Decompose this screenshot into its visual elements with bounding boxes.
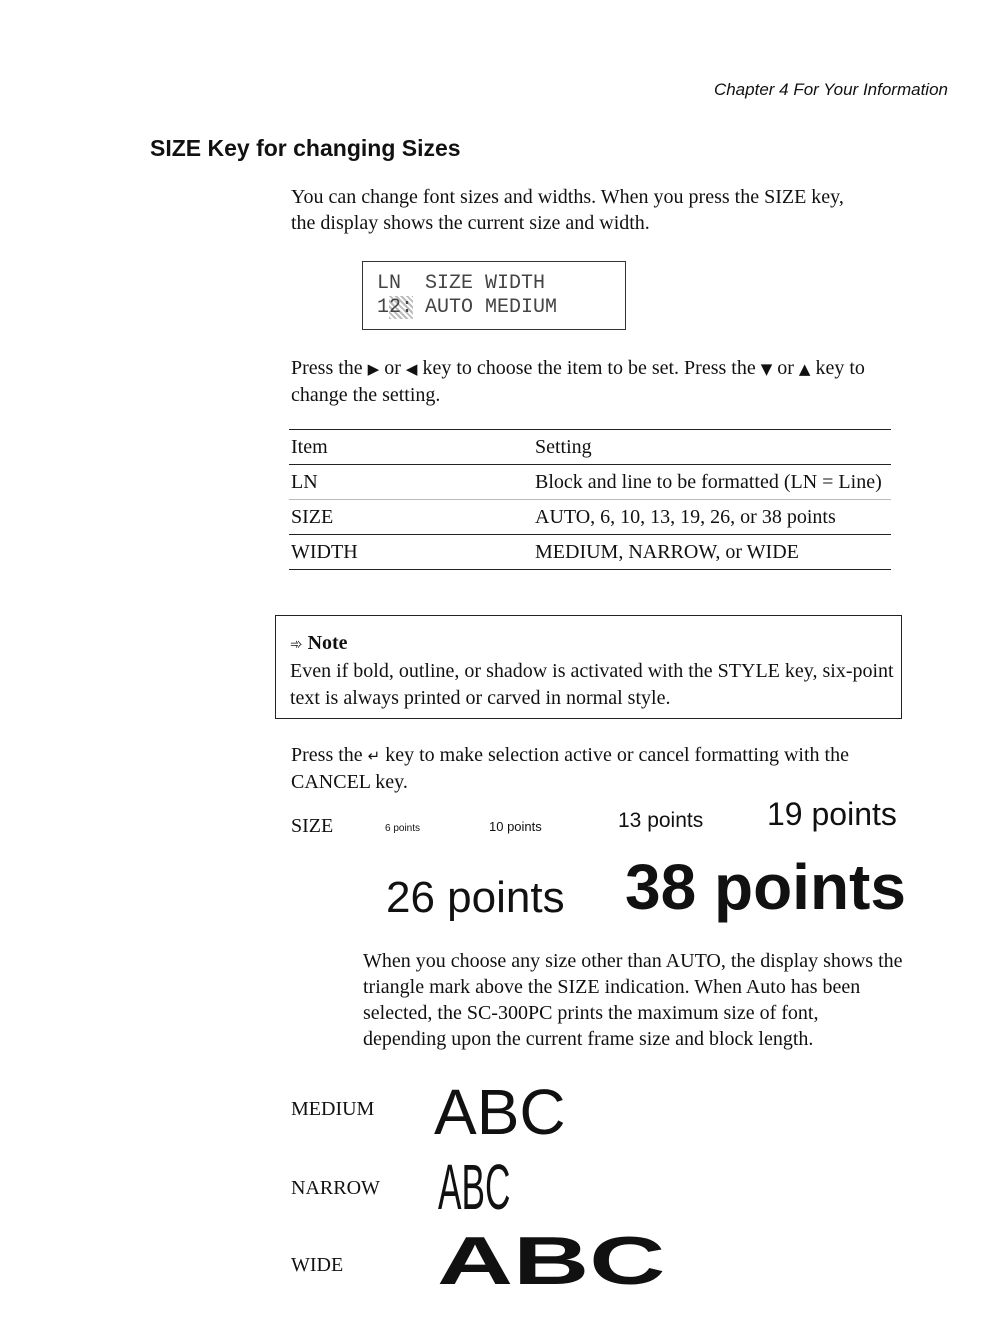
sample-26-points: 26 points xyxy=(386,873,565,922)
table-row xyxy=(289,535,891,570)
table-row xyxy=(289,465,891,500)
lcd-line-2-rest: AUTO MEDIUM xyxy=(413,296,558,319)
sample-38-points: 38 points xyxy=(625,851,906,923)
right-arrow-key-icon: ▶ xyxy=(367,360,380,378)
note-box xyxy=(275,615,902,719)
width-wide-label: WIDE xyxy=(291,1254,344,1276)
row-item: WIDTH xyxy=(289,535,533,570)
table-header-row xyxy=(289,430,891,465)
row-setting: MEDIUM, NARROW, or WIDE xyxy=(533,535,891,570)
lcd-display xyxy=(362,261,626,330)
instruction2-text-1: Press the xyxy=(291,744,368,766)
down-arrow-key-icon: ▼ xyxy=(760,360,773,378)
lcd-line-1: LN SIZE WIDTH xyxy=(377,272,546,295)
abc-medium-sample: ABC xyxy=(434,1076,566,1148)
auto-size-paragraph: When you choose any size other than AUTO, the display shows the triangle mark above the SIZE indication. When Auto has been selected, the SC-300PC prints the maximum size of font, depending upon the current frame size and block length. xyxy=(363,950,903,1050)
chapter-header: Chapter 4 For Your Information xyxy=(713,80,948,99)
instruction1-text-3: key to choose the item to be set. Press the xyxy=(417,357,761,379)
row-setting: Block and line to be formatted (LN = Line) xyxy=(533,465,891,500)
up-arrow-key-icon: ▲ xyxy=(798,360,811,378)
note-title xyxy=(290,630,901,658)
sample-13-points: 13 points xyxy=(618,809,704,832)
table-row xyxy=(289,500,891,535)
instruction2-text-2: key to make selection active or cancel formatting with the CANCEL key. xyxy=(291,744,849,793)
instruction1-text-1: Press the xyxy=(291,357,368,379)
enter-key-icon: ↵ xyxy=(367,747,381,765)
instruction-enter-key xyxy=(291,742,891,795)
row-setting: AUTO, 6, 10, 13, 19, 26, or 38 points xyxy=(533,500,891,535)
note-arrow-icon: ➾ xyxy=(290,635,303,653)
settings-table xyxy=(289,429,891,570)
header-item: Item xyxy=(289,430,533,465)
intro-paragraph: You can change font sizes and widths. When you press the SIZE key, the display shows the current size and width. xyxy=(291,186,844,234)
size-samples-label: SIZE xyxy=(291,815,334,837)
left-arrow-key-icon: ◀ xyxy=(405,360,418,378)
instruction1-text-4: or xyxy=(772,357,799,379)
sample-6-points: 6 points xyxy=(385,823,421,834)
row-item: SIZE xyxy=(289,500,533,535)
instruction1-text-2: or xyxy=(379,357,406,379)
note-title-text: Note xyxy=(307,632,348,654)
lcd-line-2 xyxy=(377,296,625,320)
note-text: Even if bold, outline, or shadow is activated with the STYLE key, six-point text is always printed or carved in normal style. xyxy=(290,660,894,709)
lcd-line-2-prefix: 1 xyxy=(377,296,390,319)
header-setting: Setting xyxy=(533,430,891,465)
row-item: LN xyxy=(289,465,533,500)
instruction-choose-item xyxy=(291,355,891,408)
width-medium-label: MEDIUM xyxy=(291,1098,375,1120)
abc-narrow-sample: ABC xyxy=(438,1151,511,1223)
sample-10-points: 10 points xyxy=(489,819,542,834)
sample-19-points: 19 points xyxy=(767,796,897,832)
abc-wide-sample: ABC xyxy=(437,1223,666,1299)
instruction1-text-5: key to change the setting. xyxy=(291,357,865,406)
width-narrow-label: NARROW xyxy=(291,1177,380,1199)
section-title: SIZE Key for changing Sizes xyxy=(150,135,461,161)
lcd-cursor: 2: xyxy=(389,296,414,319)
